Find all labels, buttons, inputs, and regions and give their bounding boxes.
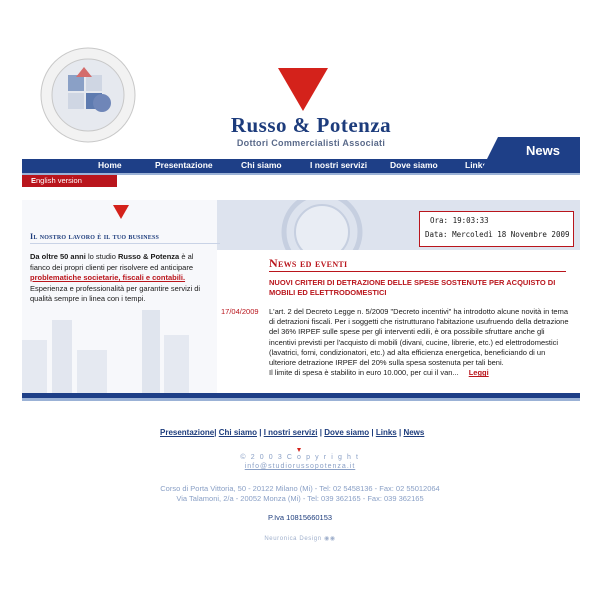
news-body: L'art. 2 del Decreto Legge n. 5/2009 "Decreto incentivi" ha introdotto alcune novità in tema di detrazioni fiscali. Per i soggetti che ristrutturano l'abitazione usufruendo della detrazione del 36% IRPEF sulle spese per gli interventi edili, è ora possibile sfruttare anche gli incentivi previsti per l'acquisto di mobili (divani, cucine, librerie, etc.) ed elettrodomestici (lavatrici, forni, condizionatori, etc.) ad alta efficienza energetica, beneficiando di un ulteriore detrazione IRPEF del 20% sulla spesa sostenuta per tali beni. Il limite di spesa è stabilito in euro 10.000, per cui il van... Leggi [269, 307, 569, 378]
left-section-title: Il nostro lavoro è il tuo business [30, 232, 220, 244]
address-monza: Via Talamoni, 2/a - 20052 Monza (Mi) - Tel: 039 362165 - Fax: 039 362165 [176, 494, 424, 503]
problematiche-link[interactable]: problematiche societarie, fiscali e contabili. [30, 273, 186, 282]
footer-link-links[interactable]: Links [375, 428, 397, 437]
bottom-bar-light [22, 398, 580, 401]
footer-link-servizi[interactable]: I nostri servizi [263, 428, 318, 437]
footer-link-dove-siamo[interactable]: Dove siamo [324, 428, 370, 437]
footer-link-chi-siamo[interactable]: Chi siamo [218, 428, 257, 437]
clock-time: 19:03:33 [452, 216, 489, 225]
main-nav [22, 159, 500, 173]
address-milano: Corso di Porta Vittoria, 50 - 20122 Milano (Mi) - Tel: 02 5458136 - Fax: 02 55012064 [160, 484, 440, 493]
nav-chi-siamo[interactable]: Chi siamo [241, 160, 282, 170]
design-credit[interactable]: Neuronica Design ◉◉ [264, 536, 336, 542]
news-tab[interactable] [498, 137, 580, 173]
header-red-triangle [278, 68, 328, 111]
partita-iva: P.Iva 10815660153 [267, 513, 333, 522]
nav-dove-siamo[interactable]: Dove siamo [390, 160, 438, 170]
read-more-link[interactable]: Leggi [468, 368, 489, 378]
nav-servizi[interactable]: I nostri servizi [310, 160, 368, 170]
nav-links[interactable]: Links [465, 160, 488, 170]
left-skyline-decoration [22, 300, 217, 395]
news-article-title[interactable]: NUOVI CRITERI DI DETRAZIONE DELLE SPESE SOSTENUTE PER ACQUISTO DI MOBILI ED ELETTRODOMESTICI [269, 278, 556, 297]
seal-logo [38, 45, 138, 145]
footer-red-triangle [297, 448, 301, 452]
nav-home[interactable]: Home [98, 160, 122, 170]
footer-nav: Presentazione| Chi siamo | I nostri servizi | Dove siamo | Links | News [160, 428, 425, 437]
clock-date: Mercoledì 18 Novembre 2009 [452, 230, 570, 239]
nav-presentazione[interactable]: Presentazione [155, 160, 213, 170]
copyright: © 2 0 0 3 C o p y r i g h t [240, 454, 360, 461]
left-intro-text: Da oltre 50 anni lo studio Russo & Potenza è al fianco dei propri clienti per risolvere ed anticipare problematiche societarie, fiscali e contabili. Esperienza e professionalità per garantire servizi di qualità sempre in linea con i tempi. [30, 252, 201, 303]
credit-logo-icon: ◉◉ [323, 536, 336, 542]
english-version-link[interactable] [22, 175, 117, 187]
footer-link-news[interactable]: News [403, 428, 425, 437]
english-version-label: English version [31, 176, 82, 185]
news-date: 17/04/2009 [221, 307, 259, 316]
news-tab-label: News [526, 143, 560, 158]
clock-box: Ora: 19:03:33 Data: Mercoledì 18 Novembre 2009 [419, 211, 574, 247]
left-red-triangle [113, 205, 129, 219]
footer-link-presentazione[interactable]: Presentazione [160, 428, 215, 437]
news-heading: News ed eventi [269, 256, 348, 270]
brand-title: Russo & Potenza [230, 113, 392, 137]
email-link[interactable]: info@studiorussopotenza.it [244, 463, 356, 470]
brand-subtitle: Dottori Commercialisti Associati [236, 138, 386, 148]
news-heading-line [269, 271, 566, 272]
